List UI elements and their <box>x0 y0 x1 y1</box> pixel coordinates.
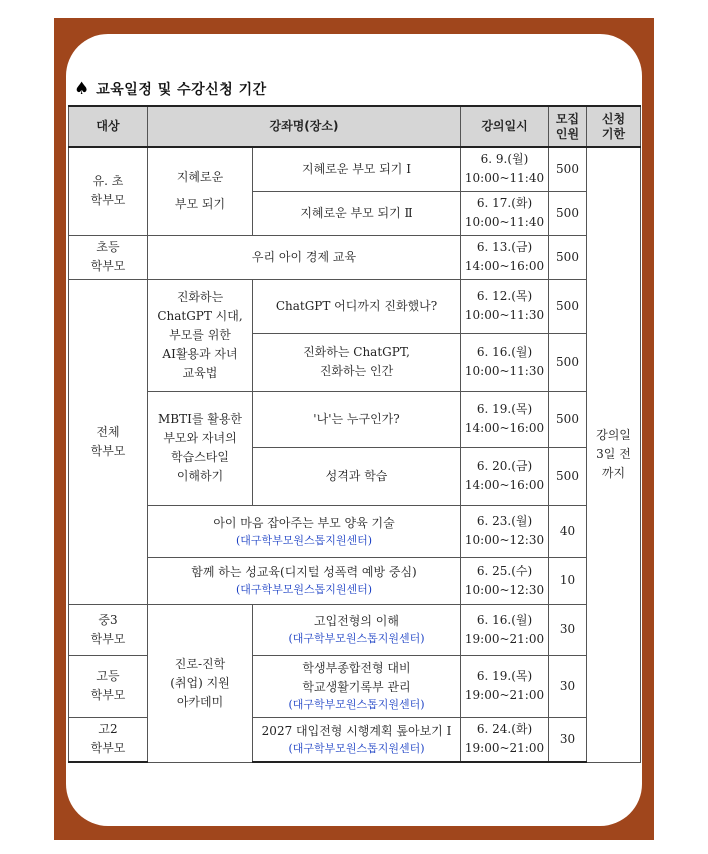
section-title: 교육일정 및 수강신청 기간 <box>96 82 267 98</box>
capacity-cell: 500 <box>549 279 587 333</box>
table-row <box>69 604 641 655</box>
header-datetime: 강의일시 <box>461 106 549 147</box>
datetime-cell: 6. 16.(월) 19:00~21:00 <box>461 604 549 655</box>
table-header-row <box>69 106 641 147</box>
course-cell: 진화하는 ChatGPT, 진화하는 인간 <box>253 333 461 391</box>
table-row <box>69 557 641 604</box>
target-cell: 중3 학부모 <box>69 604 148 655</box>
capacity-cell: 30 <box>549 604 587 655</box>
program-group-cell: MBTI를 활용한 부모와 자녀의 학습스타일 이해하기 <box>148 391 253 505</box>
capacity-cell: 500 <box>549 235 587 279</box>
header-course: 강좌명(장소) <box>148 106 461 147</box>
header-target: 대상 <box>69 106 148 147</box>
course-cell: 지혜로운 부모 되기 Ⅰ <box>253 147 461 191</box>
table-row <box>69 235 641 279</box>
spade-icon: ♠ <box>74 78 90 99</box>
datetime-cell: 6. 13.(금) 14:00~16:00 <box>461 235 549 279</box>
datetime-cell: 6. 23.(월) 10:00~12:30 <box>461 505 549 557</box>
course-cell: 우리 아이 경제 교육 <box>148 235 461 279</box>
program-group-cell: 진로-진학 (취업) 지원 아카데미 <box>148 604 253 762</box>
target-cell: 전체 학부모 <box>69 279 148 604</box>
course-cell: 성격과 학습 <box>253 447 461 505</box>
capacity-cell: 30 <box>549 717 587 762</box>
table-row <box>69 505 641 557</box>
schedule-table <box>68 105 641 763</box>
capacity-cell: 500 <box>549 191 587 235</box>
datetime-cell: 6. 9.(월) 10:00~11:40 <box>461 147 549 191</box>
capacity-cell: 500 <box>549 447 587 505</box>
datetime-cell: 6. 16.(월) 10:00~11:30 <box>461 333 549 391</box>
datetime-cell: 6. 24.(화) 19:00~21:00 <box>461 717 549 762</box>
table-row <box>69 391 641 447</box>
course-cell: 2027 대입전형 시행계획 톺아보기 Ⅰ (대구학부모원스톱지원센터) <box>253 717 461 762</box>
program-group-cell: 지혜로운 부모 되기 <box>148 147 253 235</box>
course-cell: ChatGPT 어디까지 진화했나? <box>253 279 461 333</box>
target-cell: 유. 초 학부모 <box>69 147 148 235</box>
org-label: (대구학부모원스톱지원센터) <box>235 583 373 596</box>
course-cell: 아이 마음 잡아주는 부모 양육 기술 (대구학부모원스톱지원센터) <box>148 505 461 557</box>
header-deadline: 신청 기한 <box>587 106 641 147</box>
table-row <box>69 147 641 191</box>
target-cell: 고2 학부모 <box>69 717 148 762</box>
table-row <box>69 279 641 333</box>
deadline-cell: 강의일 3일 전 까지 <box>587 147 641 762</box>
capacity-cell: 10 <box>549 557 587 604</box>
target-cell: 초등 학부모 <box>69 235 148 279</box>
capacity-cell: 40 <box>549 505 587 557</box>
org-label: (대구학부모원스톱지원센터) <box>288 632 425 645</box>
section-heading <box>74 78 267 100</box>
datetime-cell: 6. 19.(목) 19:00~21:00 <box>461 655 549 717</box>
datetime-cell: 6. 19.(목) 14:00~16:00 <box>461 391 549 447</box>
capacity-cell: 500 <box>549 147 587 191</box>
course-cell: 고입전형의 이해 (대구학부모원스톱지원센터) <box>253 604 461 655</box>
datetime-cell: 6. 25.(수) 10:00~12:30 <box>461 557 549 604</box>
course-cell: '나'는 누구인가? <box>253 391 461 447</box>
program-group-cell: 진화하는 ChatGPT 시대, 부모를 위한 AI활용과 자녀 교육법 <box>148 279 253 391</box>
course-cell: 학생부종합전형 대비 학교생활기록부 관리 (대구학부모원스톱지원센터) <box>253 655 461 717</box>
target-cell: 고등 학부모 <box>69 655 148 717</box>
datetime-cell: 6. 17.(화) 10:00~11:40 <box>461 191 549 235</box>
course-cell: 지혜로운 부모 되기 Ⅱ <box>253 191 461 235</box>
datetime-cell: 6. 12.(목) 10:00~11:30 <box>461 279 549 333</box>
course-cell: 함께 하는 성교육(디지털 성폭력 예방 중심) (대구학부모원스톱지원센터) <box>148 557 461 604</box>
org-label: (대구학부모원스톱지원센터) <box>288 698 425 711</box>
capacity-cell: 30 <box>549 655 587 717</box>
datetime-cell: 6. 20.(금) 14:00~16:00 <box>461 447 549 505</box>
org-label: (대구학부모원스톱지원센터) <box>235 533 373 547</box>
org-label: (대구학부모원스톱지원센터) <box>288 741 425 755</box>
capacity-cell: 500 <box>549 333 587 391</box>
capacity-cell: 500 <box>549 391 587 447</box>
header-capacity: 모집 인원 <box>549 106 587 147</box>
